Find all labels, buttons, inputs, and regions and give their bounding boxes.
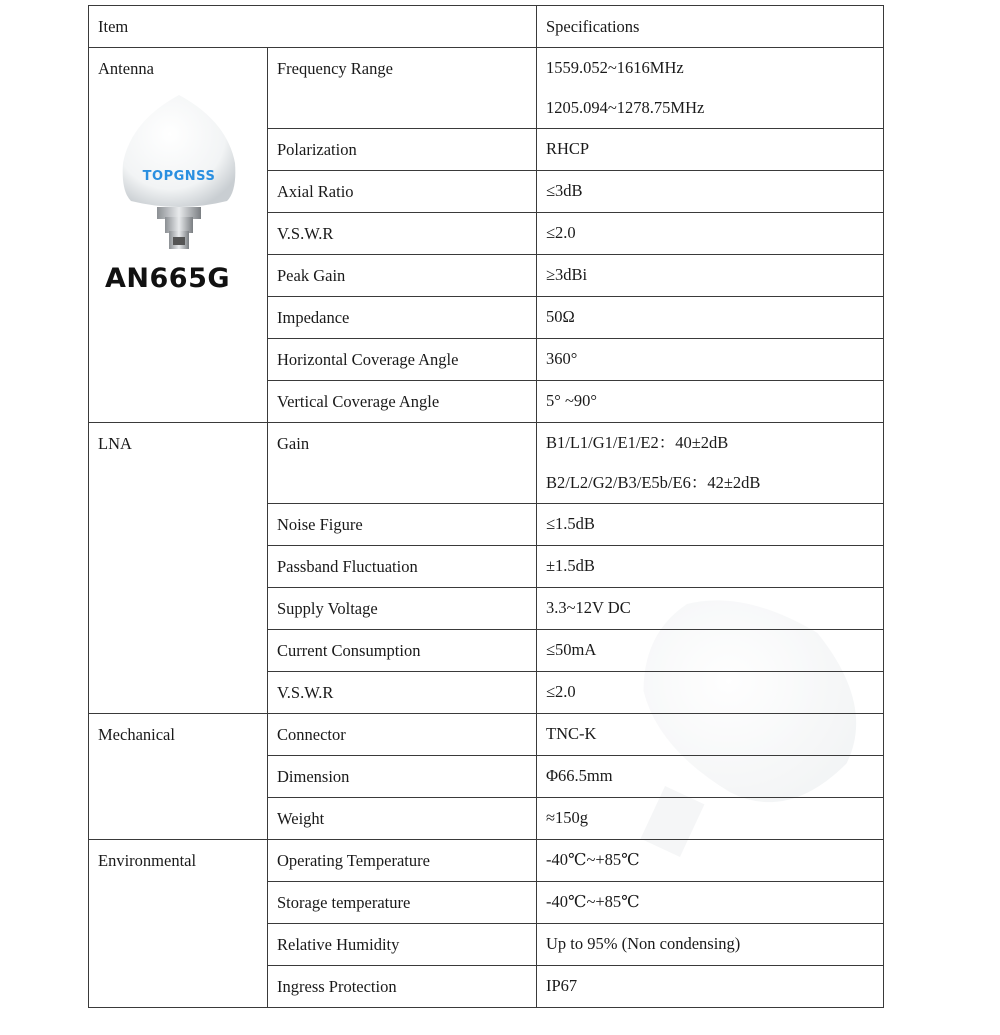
parameter-value xyxy=(537,672,884,714)
environmental-group-label: Environmental xyxy=(98,851,197,870)
lna-section xyxy=(89,423,884,714)
value-line: 5° ~90° xyxy=(546,391,597,410)
parameter-name: Connector xyxy=(268,714,537,756)
parameter-name: Passband Fluctuation xyxy=(268,546,537,588)
table-row xyxy=(89,423,884,504)
value-line: 1205.094~1278.75MHz xyxy=(546,98,705,117)
parameter-value xyxy=(537,213,884,255)
parameter-value xyxy=(537,423,884,504)
mechanical-group-label: Mechanical xyxy=(98,725,175,744)
lna-group-cell xyxy=(89,423,268,714)
parameter-value xyxy=(537,48,884,129)
lna-group-label: LNA xyxy=(98,434,132,453)
parameter-value xyxy=(537,129,884,171)
value-line: ≤2.0 xyxy=(546,223,576,242)
value-line: ±1.5dB xyxy=(546,556,595,575)
parameter-name: Ingress Protection xyxy=(268,966,537,1008)
value-line: Φ66.5mm xyxy=(546,766,613,785)
parameter-name: Operating Temperature xyxy=(268,840,537,882)
parameter-value xyxy=(537,297,884,339)
parameter-name: V.S.W.R xyxy=(268,672,537,714)
value-line: RHCP xyxy=(546,139,590,158)
parameter-value xyxy=(537,381,884,423)
value-line: TNC-K xyxy=(546,724,597,743)
table-row xyxy=(89,840,884,882)
parameter-name: Supply Voltage xyxy=(268,588,537,630)
value-line: ≈150g xyxy=(546,808,589,827)
environmental-section xyxy=(89,840,884,1008)
header-specifications: Specifications xyxy=(537,6,884,48)
parameter-value xyxy=(537,798,884,840)
parameter-value xyxy=(537,630,884,672)
parameter-name: Dimension xyxy=(268,756,537,798)
header-item: Item xyxy=(89,6,537,48)
parameter-value xyxy=(537,840,884,882)
parameter-value xyxy=(537,546,884,588)
value-line: 3.3~12V DC xyxy=(546,598,631,617)
value-line: IP67 xyxy=(546,976,578,995)
parameter-name: Storage temperature xyxy=(268,882,537,924)
parameter-name: Frequency Range xyxy=(268,48,537,129)
parameter-value xyxy=(537,966,884,1008)
value-line: -40℃~+85℃ xyxy=(546,850,640,869)
parameter-name: Horizontal Coverage Angle xyxy=(268,339,537,381)
model-name: AN665G xyxy=(105,263,231,294)
parameter-value xyxy=(537,504,884,546)
value-line: ≤2.0 xyxy=(546,682,576,701)
table-row xyxy=(89,714,884,756)
value-line: Up to 95% (Non condensing) xyxy=(546,934,741,953)
parameter-name: Axial Ratio xyxy=(268,171,537,213)
brand-logo: TOPGNSS xyxy=(142,169,216,184)
antenna-product-image xyxy=(109,93,249,253)
value-line: ≤50mA xyxy=(546,640,597,659)
parameter-name: V.S.W.R xyxy=(268,213,537,255)
parameter-value xyxy=(537,339,884,381)
antenna-group-cell xyxy=(89,48,268,423)
parameter-value xyxy=(537,714,884,756)
mechanical-group-cell xyxy=(89,714,268,840)
parameter-name: Polarization xyxy=(268,129,537,171)
parameter-name: Weight xyxy=(268,798,537,840)
antenna-group-label: Antenna xyxy=(98,59,154,78)
value-line: 1559.052~1616MHz xyxy=(546,58,684,77)
table-row xyxy=(89,48,884,129)
parameter-value xyxy=(537,588,884,630)
parameter-value xyxy=(537,924,884,966)
value-line: B2/L2/G2/B3/E5b/E6：42±2dB xyxy=(546,473,761,492)
parameter-name: Gain xyxy=(268,423,537,504)
value-line: ≥3dBi xyxy=(546,265,588,284)
antenna-section xyxy=(89,48,884,423)
parameter-name: Vertical Coverage Angle xyxy=(268,381,537,423)
value-line: B1/L1/G1/E1/E2：40±2dB xyxy=(546,433,729,452)
parameter-name: Relative Humidity xyxy=(268,924,537,966)
parameter-name: Impedance xyxy=(268,297,537,339)
value-line: 50Ω xyxy=(546,307,575,326)
parameter-name: Noise Figure xyxy=(268,504,537,546)
value-line: ≤1.5dB xyxy=(546,514,595,533)
specifications-table xyxy=(88,5,884,1008)
parameter-value xyxy=(537,171,884,213)
parameter-value xyxy=(537,756,884,798)
parameter-value xyxy=(537,255,884,297)
table-header-row xyxy=(89,6,884,48)
parameter-name: Current Consumption xyxy=(268,630,537,672)
parameter-name: Peak Gain xyxy=(268,255,537,297)
value-line: -40℃~+85℃ xyxy=(546,892,640,911)
mechanical-section xyxy=(89,714,884,840)
value-line: 360° xyxy=(546,349,578,368)
parameter-value xyxy=(537,882,884,924)
environmental-group-cell xyxy=(89,840,268,1008)
value-line: ≤3dB xyxy=(546,181,583,200)
